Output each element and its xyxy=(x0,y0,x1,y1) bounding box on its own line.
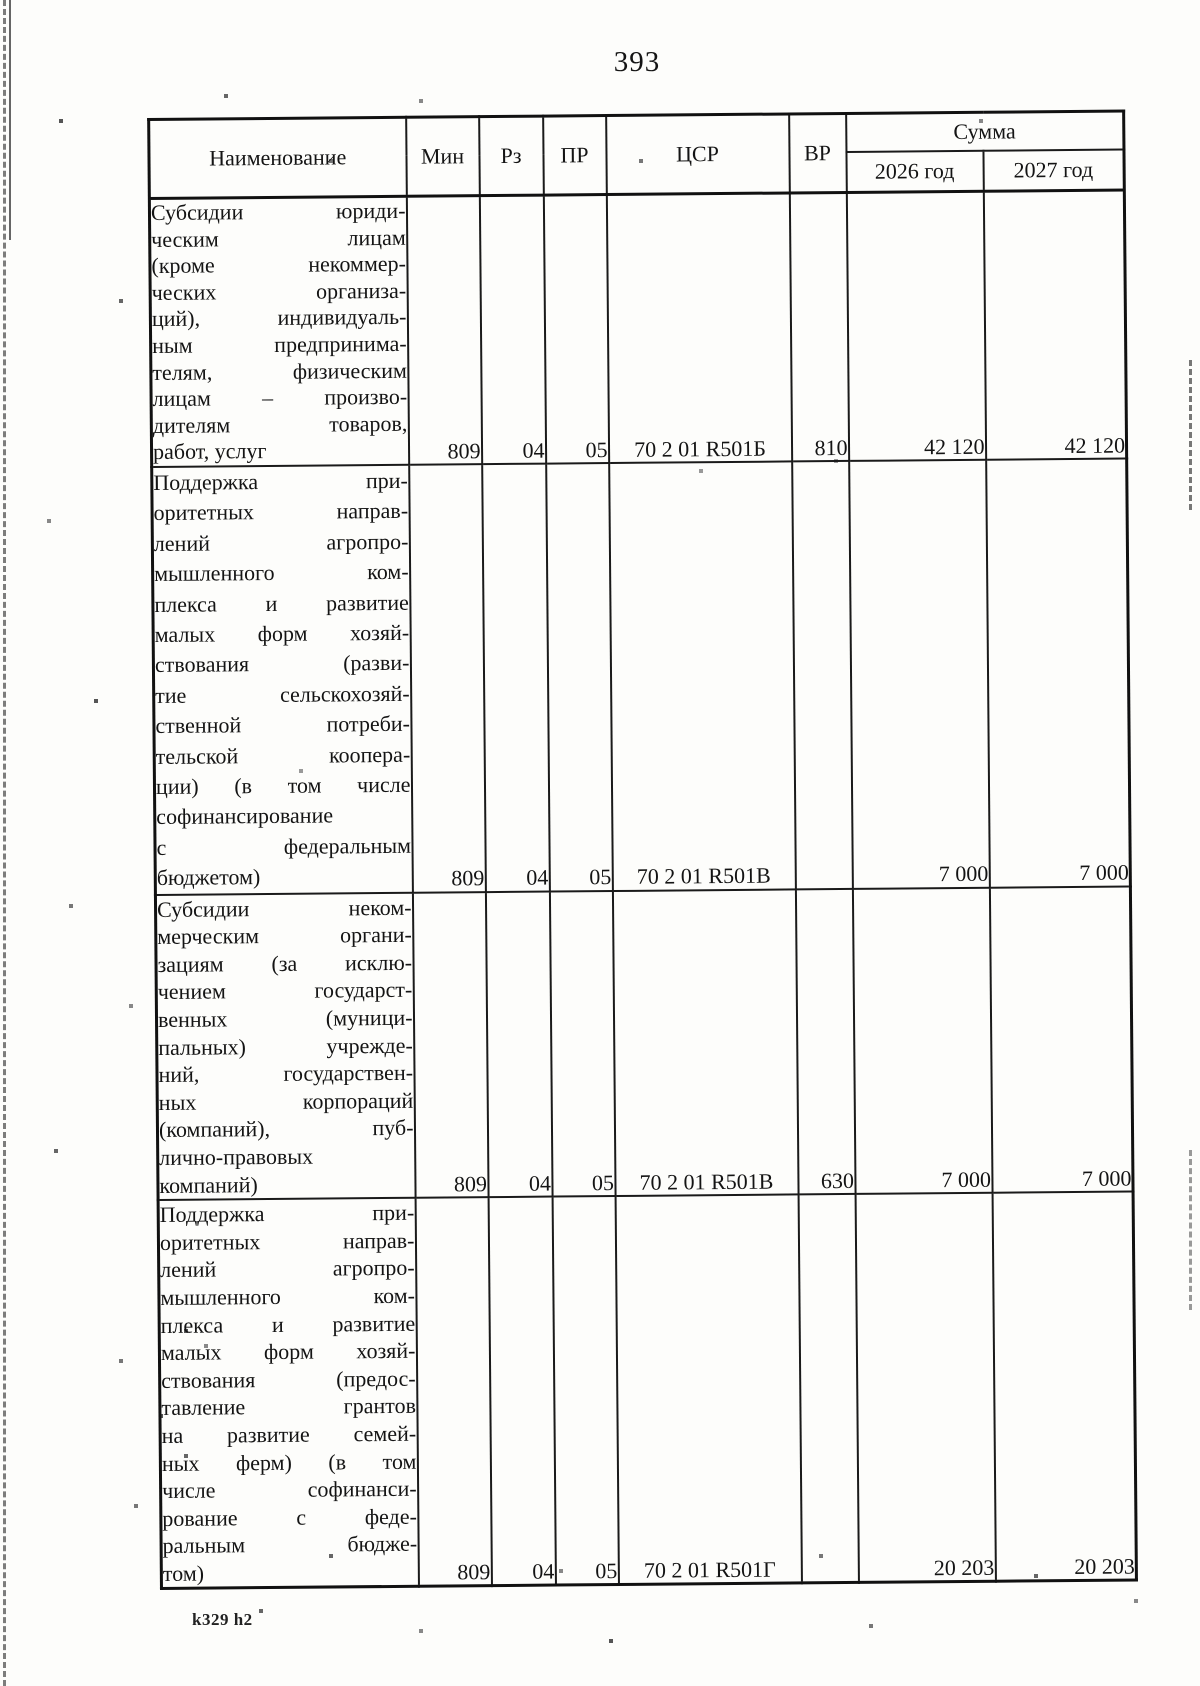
row-sum-2026-cell: 7 000 xyxy=(849,460,990,889)
header-year-2027: 2027 год xyxy=(983,150,1124,192)
row-pr-cell: 05 xyxy=(546,463,613,891)
header-min: Мин xyxy=(406,117,480,197)
row-name-line: тие сельскохозяй- xyxy=(155,680,410,708)
row-sum-2026-cell: 42 120 xyxy=(846,191,985,461)
row-name-line: ствования (предос- xyxy=(161,1365,416,1393)
row-csr-cell: 70 2 01 R501В xyxy=(612,889,798,1196)
row-name-line: Субсидии юриди- xyxy=(150,197,406,226)
row-name-line: компаний) xyxy=(159,1171,258,1198)
row-name-line: тавление грантов xyxy=(161,1393,417,1421)
row-name-line: ральным бюдже- xyxy=(162,1531,418,1559)
page-number: 393 xyxy=(613,46,661,78)
row-name-line: венных (муници- xyxy=(157,1004,413,1032)
row-name-line: бюджетом) xyxy=(156,864,261,891)
row-name-line: оритетных направ- xyxy=(159,1227,415,1255)
row-name-line: ческим лицам xyxy=(151,224,406,252)
row-name-line: малых форм хозяй- xyxy=(154,619,410,647)
header-csr: ЦСР xyxy=(606,114,790,195)
row-name-line: плекса и развитие xyxy=(154,589,409,617)
row-pr-cell: 05 xyxy=(543,195,608,464)
scan-noise-specks xyxy=(0,0,2,2)
row-name-line: Поддержка при- xyxy=(159,1199,415,1228)
row-name-line: Поддержка при- xyxy=(153,467,408,495)
scan-edge-artifact xyxy=(3,0,6,1686)
table-row xyxy=(149,190,1126,467)
row-sum-2026-cell: 7 000 xyxy=(852,887,992,1194)
row-name-line: (кроме некоммер- xyxy=(151,250,407,279)
row-min-cell: 809 xyxy=(412,892,488,1198)
row-name-line: ствования (разви- xyxy=(154,650,410,678)
table-row xyxy=(158,1192,1136,1589)
scan-edge-artifact xyxy=(9,0,11,240)
row-rz-cell: 04 xyxy=(479,195,545,464)
row-name-line: лично-правовых xyxy=(159,1143,314,1170)
row-rz-cell: 04 xyxy=(485,891,552,1197)
table-header xyxy=(149,111,1125,199)
row-name-cell xyxy=(155,892,415,1200)
row-vr-cell: 810 xyxy=(789,192,848,461)
row-name-line: числе софинанси- xyxy=(162,1475,417,1504)
row-name-line: ческих организа- xyxy=(151,277,407,305)
row-min-cell: 809 xyxy=(409,464,486,892)
row-name-line: лений агропро- xyxy=(153,528,409,556)
row-rz-cell: 04 xyxy=(488,1197,555,1586)
row-name-line: чением государст- xyxy=(157,977,413,1005)
table-body xyxy=(149,190,1136,1589)
row-sum-2027-cell: 20 203 xyxy=(992,1192,1136,1582)
row-name-line: лений агропро- xyxy=(160,1255,415,1283)
row-name-line: Субсидии неком- xyxy=(156,894,412,922)
row-pr-cell: 05 xyxy=(552,1196,618,1585)
row-sum-2026-cell: 20 203 xyxy=(855,1193,995,1583)
row-name-line: ных ферм) (в том xyxy=(161,1448,417,1476)
row-name-line: (компаний), пуб- xyxy=(158,1115,414,1143)
row-name-cell xyxy=(158,1198,418,1589)
row-name-line: ным предпринима- xyxy=(152,330,407,358)
header-vr: ВР xyxy=(789,113,847,192)
row-name-line: малых форм хозяй- xyxy=(160,1337,416,1366)
row-csr-cell: 70 2 01 R501Г xyxy=(615,1195,801,1585)
row-name-line: тельской коопера- xyxy=(155,741,411,769)
row-name-line: дителям товаров, xyxy=(152,410,408,438)
budget-allocations-table xyxy=(147,110,1138,1591)
table-row xyxy=(155,886,1133,1200)
row-csr-cell: 70 2 01 R501Б xyxy=(606,193,791,463)
row-sum-2027-cell: 7 000 xyxy=(989,886,1133,1193)
row-csr-cell: 70 2 01 R501В xyxy=(609,461,796,890)
row-name-line: плекса и развитие xyxy=(160,1310,416,1338)
table-row xyxy=(152,458,1131,894)
scan-dash-artifact xyxy=(1189,360,1192,510)
budget-table-wrapper xyxy=(147,110,1138,1591)
header-rz: Рз xyxy=(479,116,544,196)
row-name-line: лицам – произво- xyxy=(152,383,408,412)
row-name-line: мышленного ком- xyxy=(160,1282,416,1310)
row-name-line: оритетных направ- xyxy=(153,498,409,526)
row-name-cell xyxy=(149,196,408,467)
header-year-2026: 2026 год xyxy=(846,151,983,193)
row-name-line: ций), индивидуаль- xyxy=(151,304,407,332)
row-min-cell: 809 xyxy=(406,196,481,465)
row-name-line: зациям (за исклю- xyxy=(157,949,413,977)
row-name-line: мерческим органи- xyxy=(157,921,412,950)
row-name-line: с федеральным xyxy=(156,832,412,860)
row-rz-cell: 04 xyxy=(482,464,550,892)
row-name-line: рование с феде- xyxy=(162,1503,417,1531)
row-name-line: софинансирование xyxy=(156,802,334,830)
row-name-line: ных корпораций xyxy=(158,1087,414,1115)
row-name-cell xyxy=(152,465,413,895)
row-vr-cell: 630 xyxy=(795,889,855,1195)
row-sum-2027-cell: 7 000 xyxy=(986,458,1131,887)
row-name-line: том) xyxy=(162,1560,205,1586)
row-vr-cell xyxy=(798,1194,858,1583)
footer-code: k329 h2 xyxy=(192,1610,253,1629)
scan-dash-artifact xyxy=(1189,1150,1192,1310)
row-pr-cell: 05 xyxy=(549,891,615,1197)
header-pr: ПР xyxy=(543,116,607,196)
row-sum-2027-cell: 42 120 xyxy=(983,190,1126,460)
row-name-line: ции) (в том числе xyxy=(155,771,411,800)
header-name: Наименование xyxy=(149,117,407,198)
row-name-line: на развитие семей- xyxy=(161,1420,417,1448)
row-min-cell: 809 xyxy=(415,1197,491,1586)
header-sum-group: Сумма xyxy=(846,111,1124,152)
row-name-line: телям, физическим xyxy=(152,357,407,385)
row-name-line: пальных) учрежде- xyxy=(158,1032,413,1060)
row-name-line: мышленного ком- xyxy=(154,558,409,587)
row-name-line: ний, государствен- xyxy=(158,1059,414,1088)
row-name-line: ственной потреби- xyxy=(155,710,411,739)
row-vr-cell xyxy=(792,461,853,889)
row-name-line: работ, услуг xyxy=(152,438,267,465)
